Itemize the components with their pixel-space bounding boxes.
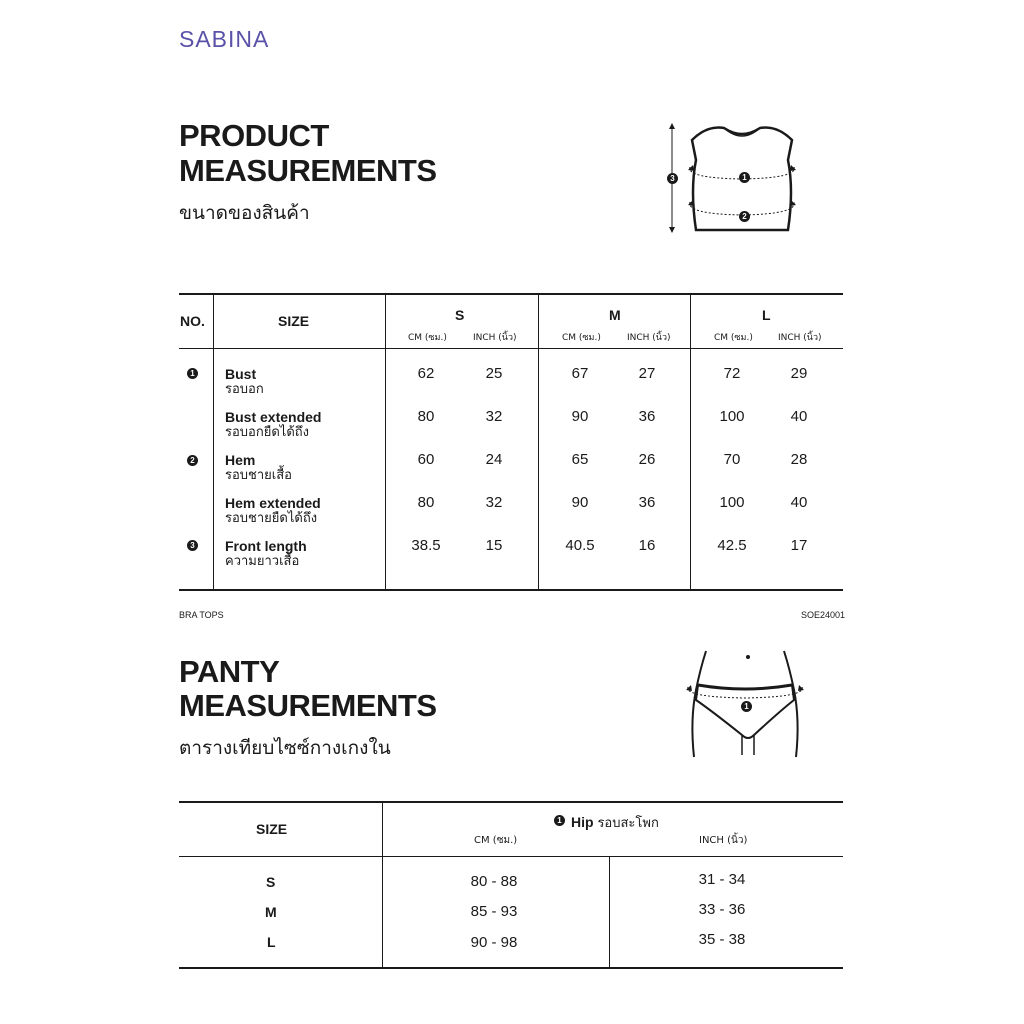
row-marker-3: 3 <box>187 540 198 551</box>
header-no: NO. <box>180 313 205 329</box>
diagram-marker-2: 2 <box>739 211 750 222</box>
panty-header-inch: INCH (นิ้ว) <box>699 835 748 846</box>
header-cm: CM (ซม.) <box>714 333 753 343</box>
table-top-rule <box>179 293 843 295</box>
panty-cell-inch: 35 - 38 <box>698 931 746 948</box>
cell: 38.5 <box>411 537 441 554</box>
table-bottom-rule <box>179 589 843 591</box>
cell: 90 <box>571 408 589 425</box>
cell: 29 <box>790 365 808 382</box>
table-row-label: Front length ความยาวเสื้อ <box>225 538 307 569</box>
cell: 36 <box>638 494 656 511</box>
panty-cell-cm: 85 - 93 <box>470 903 518 920</box>
cell: 100 <box>719 494 745 511</box>
brand-logo: SABINA <box>179 26 270 52</box>
panty-title-line2: MEASUREMENTS <box>179 688 437 723</box>
cell: 15 <box>485 537 503 554</box>
diagram-marker-3: 3 <box>667 173 678 184</box>
cell: 40 <box>790 494 808 511</box>
col-divider <box>213 294 214 590</box>
header-size-l: L <box>762 307 771 323</box>
table-top-rule <box>179 801 843 803</box>
panty-cell-cm: 90 - 98 <box>470 934 518 951</box>
cell: 40.5 <box>565 537 595 554</box>
table-row-label: Bust extended รอบอกยืดได้ถึง <box>225 409 322 440</box>
diagram-marker-1: 1 <box>739 172 750 183</box>
table-row-label: Bust รอบอก <box>225 366 264 397</box>
cell: 17 <box>790 537 808 554</box>
header-inch: INCH (นิ้ว) <box>778 333 822 343</box>
cell: 25 <box>485 365 503 382</box>
row-marker-2: 2 <box>187 455 198 466</box>
panty-header-hip: Hip รอบสะโพก <box>571 814 659 831</box>
table-row-label: Hem extended รอบชายยืดได้ถึง <box>225 495 321 526</box>
cell: 24 <box>485 451 503 468</box>
panty-row-size: M <box>265 904 277 920</box>
cell: 100 <box>719 408 745 425</box>
table-row-label: Hem รอบชายเสื้อ <box>225 452 292 483</box>
cell: 70 <box>723 451 741 468</box>
header-size-s: S <box>455 307 465 323</box>
panty-row-size: L <box>267 934 276 950</box>
footer-sku: SOE24001 <box>801 610 846 620</box>
cell: 80 <box>417 408 435 425</box>
header-size: SIZE <box>278 313 310 329</box>
table-header-rule <box>179 348 843 349</box>
header-cm: CM (ซม.) <box>408 333 447 343</box>
cell: 62 <box>417 365 435 382</box>
header-inch: INCH (นิ้ว) <box>473 333 517 343</box>
cell: 90 <box>571 494 589 511</box>
panty-cell-cm: 80 - 88 <box>470 873 518 890</box>
panty-diagram-marker-1: 1 <box>741 701 752 712</box>
cell: 65 <box>571 451 589 468</box>
header-size-m: M <box>609 307 621 323</box>
panty-header-size: SIZE <box>256 821 288 837</box>
cell: 60 <box>417 451 435 468</box>
cell: 32 <box>485 494 503 511</box>
cell: 27 <box>638 365 656 382</box>
cell: 26 <box>638 451 656 468</box>
row-marker-1: 1 <box>187 368 198 379</box>
cell: 80 <box>417 494 435 511</box>
panty-cell-inch: 33 - 36 <box>698 901 746 918</box>
crop-top-diagram-icon <box>662 120 812 240</box>
col-divider <box>538 294 539 590</box>
col-divider <box>382 802 383 968</box>
panty-header-cm: CM (ซม.) <box>474 835 518 846</box>
panty-row-size: S <box>266 874 276 890</box>
product-title-line1: PRODUCT <box>179 118 329 153</box>
table-bottom-rule <box>179 967 843 969</box>
panty-subtitle: ตารางเทียบไซซ์กางเกงใน <box>179 737 391 759</box>
header-inch: INCH (นิ้ว) <box>627 333 671 343</box>
hip-marker-1: 1 <box>554 815 565 826</box>
panty-title-line1: PANTY <box>179 654 280 689</box>
cell: 72 <box>723 365 741 382</box>
product-title-line2: MEASUREMENTS <box>179 153 437 188</box>
cell: 32 <box>485 408 503 425</box>
col-divider <box>609 857 610 968</box>
cell: 28 <box>790 451 808 468</box>
cell: 16 <box>638 537 656 554</box>
cell: 42.5 <box>717 537 747 554</box>
table-header-rule <box>179 856 843 857</box>
footer-category: BRA TOPS <box>179 610 224 620</box>
cell: 36 <box>638 408 656 425</box>
product-subtitle: ขนาดของสินค้า <box>179 202 310 224</box>
col-divider <box>385 294 386 590</box>
panty-cell-inch: 31 - 34 <box>698 871 746 888</box>
col-divider <box>690 294 691 590</box>
header-cm: CM (ซม.) <box>562 333 601 343</box>
cell: 67 <box>571 365 589 382</box>
cell: 40 <box>790 408 808 425</box>
